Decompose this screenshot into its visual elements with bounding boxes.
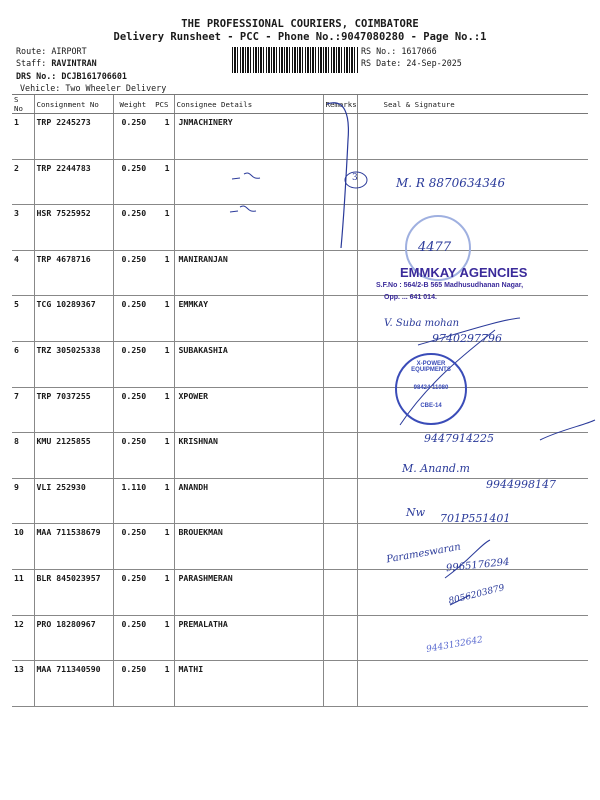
row-pcs: 1 — [164, 664, 170, 675]
row-consignment-no: TRP 2244783 — [34, 159, 113, 205]
row-pcs: 1 — [164, 117, 170, 127]
vehicle-value: Two Wheeler Delivery — [65, 83, 167, 93]
row-consignee: XPOWER — [174, 387, 323, 433]
row-consignee: JNMACHINERY — [174, 114, 323, 160]
row-sno: 5 — [12, 296, 34, 342]
row-weight: 0.250 — [121, 162, 147, 173]
row-pcs: 1 — [164, 572, 170, 583]
row-consignment-no: PRO 18280967 — [34, 615, 113, 661]
row-pcs: 1 — [164, 618, 170, 629]
route-value: AIRPORT — [51, 46, 87, 56]
route-label: Route: — [16, 46, 47, 56]
row8-signature-phone: 9447914225 — [424, 432, 494, 445]
drs-label: DRS No.: — [16, 71, 57, 81]
row10-signature: Nw — [406, 506, 426, 519]
row10-signature-number: 701P551401 — [440, 512, 511, 525]
row-pcs: 1 — [164, 208, 170, 219]
row-weight: 0.250 — [121, 436, 147, 447]
emmkay-stamp-address1: S.F.No : 564/2-B 565 Madhusudhanan Nagar, — [376, 282, 524, 289]
rs-date-value: 24-Sep-2025 — [406, 58, 462, 68]
rs-date-label: RS Date: — [361, 58, 402, 68]
rs-no-value: 1617066 — [401, 46, 437, 56]
emmkay-stamp-address2: Opp. ... 641 014. — [384, 294, 437, 301]
row11-signature-name: Parameswaran — [385, 541, 462, 566]
staff-label: Staff: — [16, 58, 47, 68]
row-weight: 1.110 — [121, 481, 147, 492]
row-sno: 11 — [12, 569, 34, 615]
row-sno: 12 — [12, 615, 34, 661]
runsheet-subtitle: Delivery Runsheet - PCC - Phone No.:9047080280 - Page No.:1 — [113, 31, 487, 43]
row-pcs: 1 — [164, 162, 170, 173]
row-consignment-no: TRP 2245273 — [34, 114, 113, 160]
row-consignee: KRISHNAN — [174, 433, 323, 479]
row-sno: 9 — [12, 478, 34, 524]
col-pcs: PCS — [155, 99, 169, 109]
row-consignment-no: TRZ 305025338 — [34, 341, 113, 387]
row-consignment-no: KMU 2125855 — [34, 433, 113, 479]
row-consignment-no: TRP 4678716 — [34, 250, 113, 296]
row-weight: 0.250 — [121, 618, 147, 629]
drs-value: DCJB161706601 — [61, 71, 127, 81]
row-sno: 10 — [12, 524, 34, 570]
row-sno: 4 — [12, 250, 34, 296]
row-sno: 6 — [12, 341, 34, 387]
row12-signature-phone: 8056203879 — [447, 583, 506, 607]
row-sno: 13 — [12, 661, 34, 707]
row-pcs: 1 — [164, 299, 170, 310]
row-consignee: ANANDH — [174, 478, 323, 524]
row-consignee: SUBAKASHIA — [174, 341, 323, 387]
row-consignee: EMMKAY — [174, 296, 323, 342]
row-consignment-no: TCG 10289367 — [34, 296, 113, 342]
row3-mark — [230, 206, 256, 212]
company-title: THE PROFESSIONAL COURIERS, COIMBATORE — [181, 18, 419, 30]
row-consignee: BROUEKMAN — [174, 524, 323, 570]
row-sno: 3 — [12, 205, 34, 251]
row-pcs: 1 — [164, 253, 170, 264]
xpower-stamp-top: X-POWER EQUIPMENTS — [411, 361, 451, 373]
row-sno: 1 — [12, 114, 34, 160]
vehicle-label: Vehicle: — [20, 83, 61, 93]
row-weight: 0.250 — [121, 664, 147, 675]
row2-signature: M. R 8870634346 — [396, 176, 506, 190]
row-consignment-no: MAA 711340590 — [34, 661, 113, 707]
col-consignment: Consignment No — [34, 95, 113, 114]
remarks-mark: 3 — [352, 173, 358, 183]
row-pcs: 1 — [164, 436, 170, 447]
row-sno: 8 — [12, 433, 34, 479]
row-consignee: PREMALATHA — [174, 615, 323, 661]
row-consignment-no: TRP 7037255 — [34, 387, 113, 433]
col-remarks: Remarks — [323, 95, 357, 114]
row-consignee: MANIRANJAN — [174, 250, 323, 296]
row-weight: 0.250 — [121, 117, 147, 127]
emmkay-stamp-name: EMMKAY AGENCIES — [400, 265, 528, 280]
row-weight: 0.250 — [121, 572, 147, 583]
row13-signature-phone: 9443132642 — [425, 635, 484, 655]
row-consignment-no: BLR 845023957 — [34, 569, 113, 615]
row-consignment-no: VLI 252930 — [34, 478, 113, 524]
row-consignment-no: MAA 711538679 — [34, 524, 113, 570]
row-weight: 0.250 — [121, 253, 147, 264]
col-consignee: Consignee Details — [174, 95, 323, 114]
row-sno: 2 — [12, 159, 34, 205]
col-sno: S No — [12, 95, 34, 114]
xpower-stamp-bottom: CBE-14 — [420, 403, 442, 409]
row11-signature-phone: 9965176294 — [445, 556, 511, 575]
row4-signature: 4477 — [418, 240, 452, 255]
row8-scribble — [540, 420, 595, 440]
row6-signature-phone: 9740297796 — [432, 332, 502, 345]
row-pcs: 1 — [164, 344, 170, 355]
row-pcs: 1 — [164, 481, 170, 492]
row-weight: 0.250 — [121, 527, 147, 538]
row-weight: 0.250 — [121, 390, 147, 401]
row-weight: 0.250 — [121, 208, 147, 219]
row-pcs: 1 — [164, 527, 170, 538]
staff-value: RAVINTRAN — [51, 58, 97, 68]
row-weight: 0.250 — [121, 344, 147, 355]
row-consignee: PARASHMERAN — [174, 569, 323, 615]
row-weight: 0.250 — [121, 299, 147, 310]
row6-signature-name: V. Suba mohan — [384, 318, 460, 329]
row-sno: 7 — [12, 387, 34, 433]
col-seal: Seal & Signature — [357, 95, 588, 114]
row9-signature-phone: 9944998147 — [486, 478, 556, 491]
remarks-bracket-stroke — [327, 103, 348, 248]
row9-signature-name: M. Anand.m — [402, 462, 470, 475]
row-consignee: MATHI — [174, 661, 323, 707]
xpower-seal-stamp — [395, 353, 467, 425]
xpower-stamp-mid: 98424 11080 — [413, 385, 449, 391]
col-weight: Weight — [119, 99, 147, 109]
row-pcs: 1 — [164, 390, 170, 401]
row2-mark — [232, 173, 260, 179]
row-consignment-no: HSR 7525952 — [34, 205, 113, 251]
rs-no-label: RS No.: — [361, 46, 397, 56]
